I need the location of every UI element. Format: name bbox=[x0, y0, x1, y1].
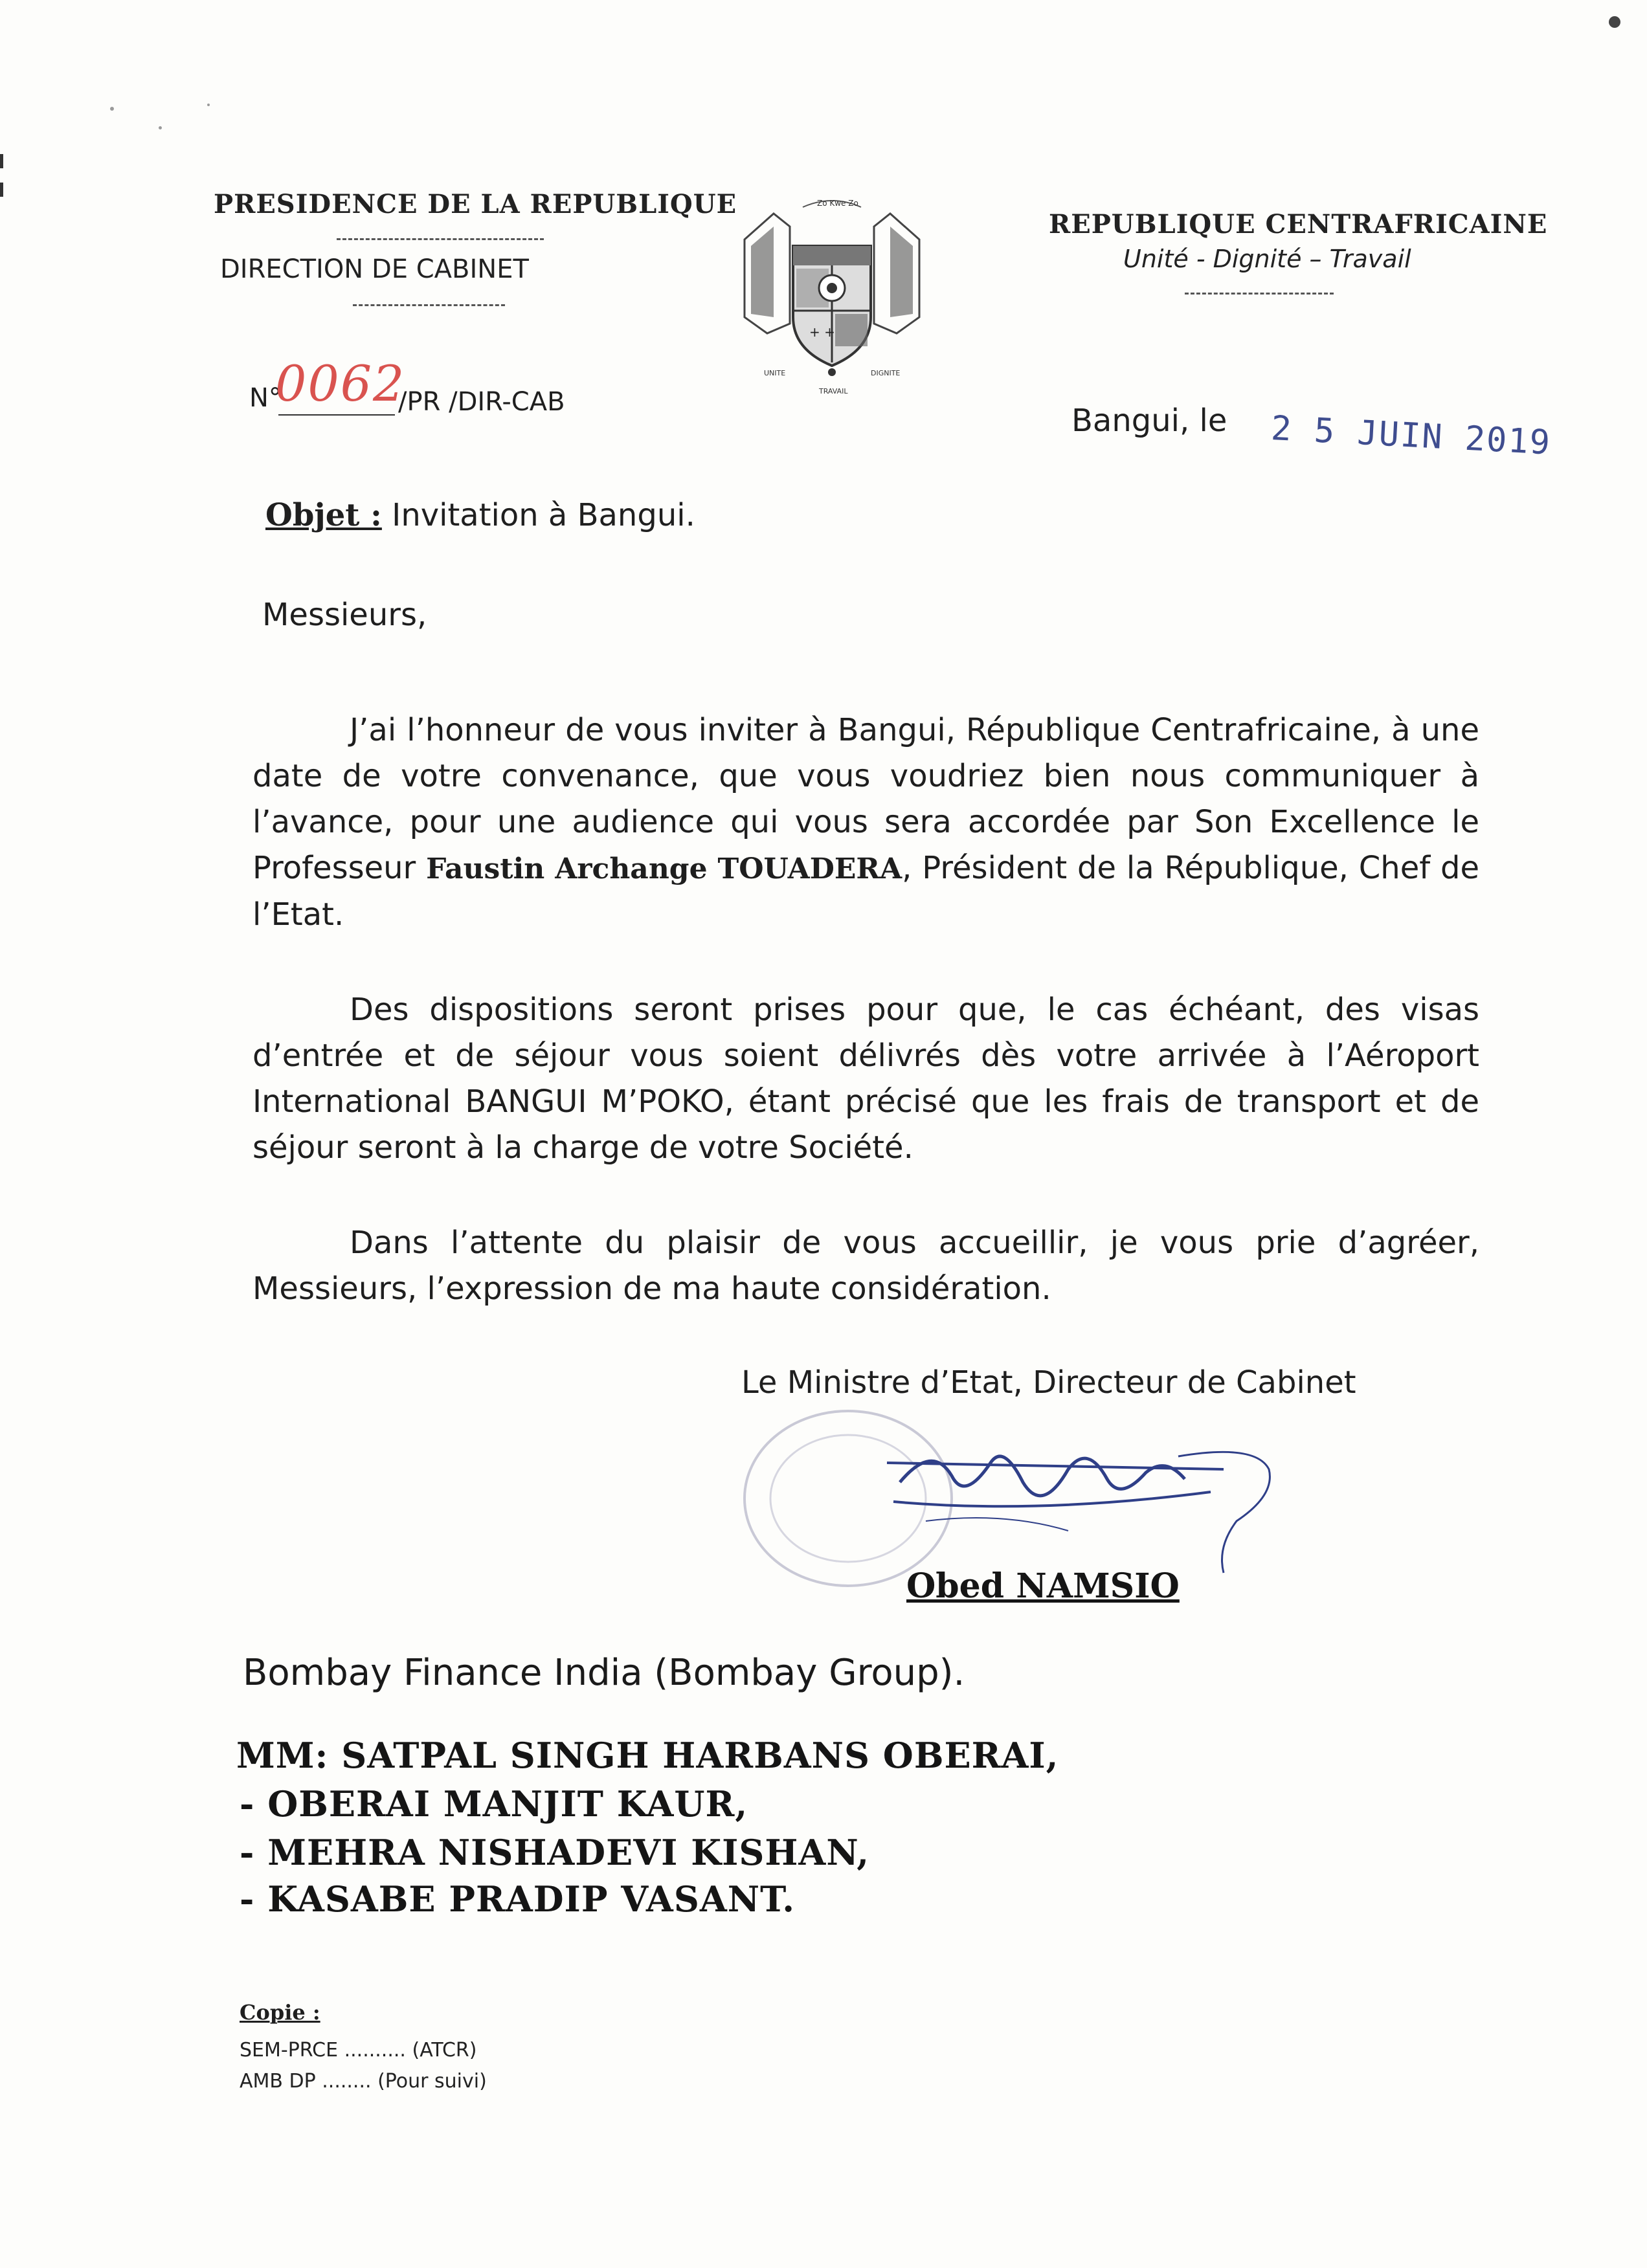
paragraph-3: Dans l’attente du plaisir de vous accueillir, je vous prie d’agréer, Messieurs, l’expression de ma haute considération. bbox=[252, 1225, 1479, 1307]
header-left-title: PRESIDENCE DE LA REPUBLIQUE bbox=[214, 189, 737, 219]
header-right-divider bbox=[1185, 293, 1334, 295]
addressee-line-4: - KASABE PRADIP VASANT. bbox=[240, 1878, 796, 1920]
handwritten-signature bbox=[874, 1418, 1288, 1586]
scan-speck bbox=[1609, 16, 1620, 28]
coat-of-arms-emblem bbox=[738, 188, 926, 401]
signatory-name: Obed NAMSIO bbox=[906, 1566, 1180, 1606]
scan-speck bbox=[0, 154, 3, 168]
date-place: Bangui, le bbox=[1071, 403, 1227, 439]
copies-line-1: SEM-PRCE .......... (ATCR) bbox=[240, 2039, 477, 2062]
svg-text:TRAVAIL: TRAVAIL bbox=[819, 387, 848, 395]
svg-text:Zo Kwe Zo: Zo Kwe Zo bbox=[817, 199, 858, 208]
paragraph-1 bbox=[252, 707, 1479, 938]
scan-speck bbox=[159, 126, 162, 129]
date-stamp: 2 5 JUIN 2019 bbox=[1270, 409, 1552, 463]
reference-underline bbox=[278, 414, 395, 416]
header-left-divider bbox=[337, 238, 544, 240]
header-right-motto: Unité - Dignité – Travail bbox=[1123, 245, 1411, 273]
header-left-subtitle: DIRECTION DE CABINET bbox=[220, 254, 529, 284]
signatory-title: Le Ministre d’Etat, Directeur de Cabinet bbox=[741, 1364, 1356, 1401]
subject-text: Invitation à Bangui. bbox=[392, 497, 695, 533]
scan-speck bbox=[0, 183, 3, 197]
addressee-line-1: MM: SATPAL SINGH HARBANS OBERAI, bbox=[236, 1735, 1059, 1776]
svg-text:+ +: + + bbox=[809, 324, 835, 340]
reference-suffix: /PR /DIR-CAB bbox=[398, 387, 565, 417]
addressee-line-2: - OBERAI MANJIT KAUR, bbox=[240, 1783, 748, 1825]
paragraph-1-text-a: J’ai l’honneur de vous inviter à Bangui, République Centrafricaine, à une date de votre convenance, que vous voudriez bien nous communiquer à l’avance, pour une audience qui vous sera accordée par Son Excellence le Professeur bbox=[252, 712, 1479, 886]
scan-speck bbox=[110, 107, 114, 111]
president-name: Faustin Archange TOUADERA bbox=[426, 852, 902, 885]
copies-label: Copie : bbox=[240, 2000, 320, 2025]
subject-label: Objet : bbox=[265, 497, 382, 533]
reference-handwritten-number: 0062 bbox=[275, 355, 406, 412]
svg-text:DIGNITE: DIGNITE bbox=[871, 369, 901, 377]
scan-speck bbox=[207, 104, 210, 106]
paragraph-2: Des dispositions seront prises pour que, le cas échéant, des visas d’entrée et de séjour vous soient délivrés dès votre arrivée à l’Aéroport International BANGUI M’POKO, étant précisé que les frais de transport et de séjour seront à la charge de votre Société. bbox=[252, 992, 1479, 1166]
subject-line bbox=[265, 497, 695, 533]
salutation: Messieurs, bbox=[262, 597, 427, 633]
reference-prefix: N° bbox=[249, 383, 282, 413]
svg-text:UNITE: UNITE bbox=[764, 369, 786, 377]
header-right-title: REPUBLIQUE CENTRAFRICAINE bbox=[1049, 209, 1548, 239]
paragraph-1-text-b: , Président de la République, Chef de l’Etat. bbox=[252, 850, 1479, 933]
addressee-line-3: - MEHRA NISHADEVI KISHAN, bbox=[240, 1832, 870, 1873]
copies-line-2: AMB DP ........ (Pour suivi) bbox=[240, 2070, 487, 2093]
addressee-company: Bombay Finance India (Bombay Group). bbox=[243, 1652, 965, 1694]
header-left-divider-2 bbox=[353, 304, 505, 306]
